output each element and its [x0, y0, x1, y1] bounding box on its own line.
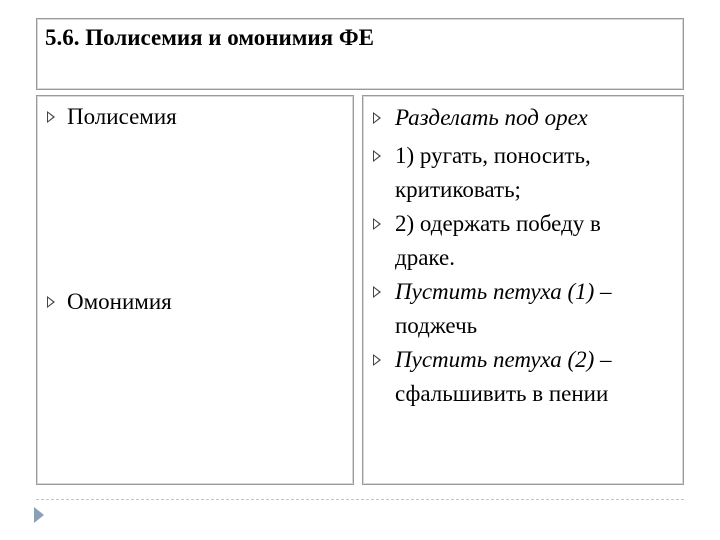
triangle-bullet-icon	[373, 218, 381, 230]
right-item-meaning-1	[395, 139, 591, 207]
left-item-homonymy: Омонимия	[67, 289, 172, 314]
triangle-bullet-icon	[373, 286, 381, 298]
next-slide-arrow-icon[interactable]	[34, 507, 44, 523]
right-item-meaning-2-line1: 2) одержать победу в	[395, 211, 601, 236]
right-item-homonym-2-line1	[395, 343, 612, 377]
slide-title: 5.6. Полисемия и омонимия ФЕ	[45, 25, 374, 50]
triangle-bullet-icon	[47, 296, 55, 308]
right-item-meaning-1-line1: 1) ругать, поносить,	[395, 143, 591, 168]
right-item-homonym-1	[395, 275, 612, 343]
right-item-meaning-1-line2: критиковать;	[395, 177, 521, 202]
left-panel	[36, 95, 354, 485]
homonym-2-dash: –	[594, 347, 612, 372]
triangle-bullet-icon	[373, 150, 381, 162]
triangle-bullet-icon	[373, 354, 381, 366]
right-panel	[362, 95, 684, 485]
triangle-bullet-icon	[47, 111, 55, 123]
triangle-bullet-icon	[373, 112, 381, 124]
right-item-meaning-2	[395, 207, 601, 275]
homonym-1-phrase: Пустить петуха (1)	[395, 279, 595, 304]
right-item-homonym-1-line1	[395, 275, 612, 309]
right-item-meaning-2-line2: драке.	[395, 245, 455, 270]
homonym-2-phrase: Пустить петуха (2)	[395, 347, 595, 372]
right-item-homonym-2-line2: сфальшивить в пении	[395, 381, 609, 406]
footer-divider	[36, 499, 684, 500]
homonym-1-dash: –	[594, 279, 612, 304]
right-item-homonym-2	[395, 343, 612, 411]
title-box	[36, 18, 684, 90]
right-item-phrase: Разделать под орех	[395, 105, 588, 130]
left-item-polysemy: Полисемия	[67, 104, 177, 129]
right-item-homonym-1-line2: поджечь	[395, 313, 478, 338]
